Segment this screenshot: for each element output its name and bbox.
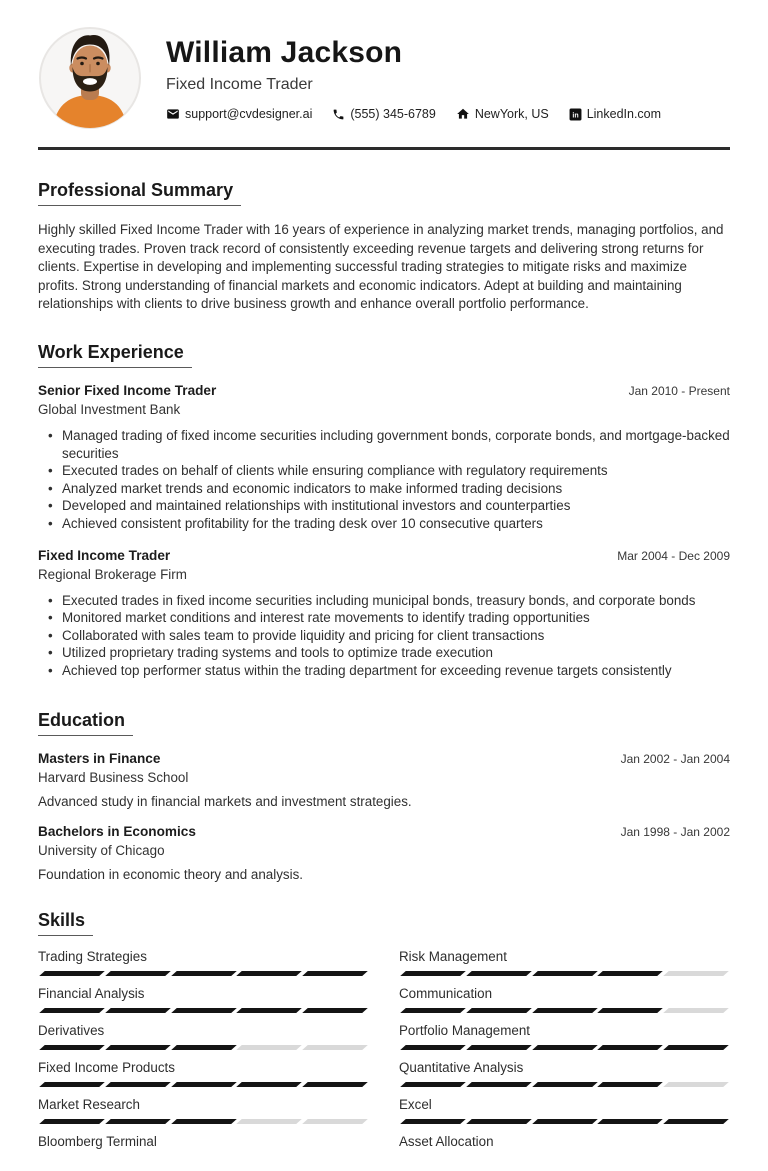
degree-header [38,824,730,839]
skill-row [38,1023,369,1050]
skill-bar [399,1008,730,1013]
job-company: Global Investment Bank [38,401,181,417]
skill-segment-filled [532,1082,597,1087]
skill-row [399,1134,730,1161]
skill-segment-empty [237,1119,302,1124]
skill-segment-filled [39,971,104,976]
skill-row [399,1060,730,1087]
skill-segment-filled [302,1008,367,1013]
skill-label: Quantitative Analysis [399,1059,524,1075]
person-job-title: Fixed Income Trader [166,76,313,93]
skill-bar [38,1082,369,1087]
skill-segment-filled [598,1045,663,1050]
skill-bar [399,1156,730,1161]
skill-label: Communication [399,985,493,1001]
contact-phone[interactable] [332,107,435,121]
skill-segment-filled [39,1082,104,1087]
education-heading: Education [38,710,133,736]
experience-section [38,342,730,680]
job-title: Senior Fixed Income Trader [38,382,217,398]
skill-segment-filled [663,1119,728,1124]
contact-email[interactable] [166,107,312,121]
skill-label: Market Research [38,1096,140,1112]
skill-bar [399,1082,730,1087]
job-company: Regional Brokerage Firm [38,566,187,582]
bullet-item: • Monitored market conditions and interest rate movements to identify trading opportunities [38,609,730,627]
skill-segment-filled [466,1008,531,1013]
skills-grid [38,949,730,1171]
skill-row [399,986,730,1013]
skills-heading: Skills [38,910,93,936]
skill-bar [38,971,369,976]
skill-row [399,949,730,976]
skill-segment-filled [105,1082,170,1087]
degree-title: Masters in Finance [38,750,161,766]
skill-segment-filled [237,1082,302,1087]
skill-segment-filled [171,1082,236,1087]
degree-title: Bachelors in Economics [38,823,196,839]
person-name: William Jackson [166,36,403,69]
skill-label: Derivatives [38,1022,105,1038]
svg-text:in: in [572,111,579,119]
skill-label: Bloomberg Terminal [38,1133,157,1149]
skill-bar [399,1119,730,1124]
skill-segment-empty [663,1008,728,1013]
skill-segment-filled [400,1045,465,1050]
skill-label: Financial Analysis [38,985,145,1001]
skill-segment-filled [39,1119,104,1124]
skill-segment-filled [466,971,531,976]
header [38,26,730,130]
job-title: Fixed Income Trader [38,547,171,563]
skill-row [38,1097,369,1124]
email-icon [166,107,180,121]
education-section [38,710,730,882]
skill-label: Trading Strategies [38,948,147,964]
skill-bar [38,1119,369,1124]
skill-segment-filled [105,1008,170,1013]
skill-segment-filled [237,971,302,976]
skill-segment-filled [532,1119,597,1124]
skill-segment-filled [400,1082,465,1087]
job-header [38,548,730,563]
skill-segment-filled [532,971,597,976]
skill-segment-empty [302,1119,367,1124]
skill-segment-filled [171,1008,236,1013]
skill-segment-filled [39,1045,104,1050]
bullet-item: • Analyzed market trends and economic indicators to make informed trading decisions [38,480,730,498]
summary-text: Highly skilled Fixed Income Trader with 16 years of experience in analyzing market trends, managing portfolios, and executing trades. Proven track record of consistently exceeding revenue targets and delivering strong returns for clients. Expertise in developing and implementing successful trading strategies to mitigate risks and maximize profits. Strong understanding of financial markets and economic indicators. Adept at building and maintaining relationships with clients to drive business growth and enhance overall portfolio performance. [38,222,724,312]
skill-label: Excel [399,1096,432,1112]
skill-segment-filled [466,1082,531,1087]
skill-segment-filled [663,1045,728,1050]
skill-segment-filled [400,971,465,976]
skill-segment-filled [105,971,170,976]
summary-section [38,180,730,314]
skill-label: Asset Allocation [399,1133,494,1149]
skill-segment-filled [400,1008,465,1013]
degree-entry [38,751,730,809]
degree-dates: Jan 2002 - Jan 2004 [620,751,730,766]
contact-row [166,107,661,121]
skill-segment-empty [663,971,728,976]
skill-bar [399,971,730,976]
skill-segment-filled [400,1119,465,1124]
degree-school: Harvard Business School [38,769,189,785]
skill-segment-filled [171,971,236,976]
degree-description: Advanced study in financial markets and investment strategies. [38,793,412,809]
skill-segment-empty [237,1045,302,1050]
skill-bar [38,1045,369,1050]
skill-row [38,986,369,1013]
skill-row [38,949,369,976]
skill-row [38,1134,369,1161]
skill-label: Risk Management [399,948,507,964]
bullet-item: • Managed trading of fixed income securities including government bonds, corporate bonds, and mortgage-backed securities [38,427,730,462]
bullet-item: • Achieved top performer status within the trading department for exceeding revenue targets consistently [38,662,730,680]
skill-bar [399,1045,730,1050]
degree-school: University of Chicago [38,842,165,858]
job-entry [38,548,730,680]
bullet-item: • Achieved consistent profitability for the trading desk over 10 consecutive quarters [38,515,730,533]
linkedin-icon [569,108,582,121]
bullet-item: • Utilized proprietary trading systems and tools to optimize trade execution [38,644,730,662]
contact-linkedin[interactable] [569,107,661,121]
skill-segment-filled [598,1008,663,1013]
job-entry [38,383,730,533]
bullet-item: • Collaborated with sales team to provide liquidity and pricing for client transactions [38,627,730,645]
skill-segment-empty [302,1045,367,1050]
skill-row [399,1023,730,1050]
bullet-item: • Executed trades in fixed income securities including municipal bonds, treasury bonds, and corporate bonds [38,592,730,610]
avatar-illustration [38,26,142,130]
job-dates: Jan 2010 - Present [628,383,730,398]
contact-linkedin-text: LinkedIn.com [586,107,662,121]
contact-email-text: support@cvdesigner.ai [185,107,313,121]
degree-description: Foundation in economic theory and analysis. [38,866,303,882]
degree-dates: Jan 1998 - Jan 2002 [620,824,730,839]
skill-segment-filled [466,1045,531,1050]
phone-icon [332,108,345,121]
skill-label: Portfolio Management [399,1022,531,1038]
skill-segment-empty [663,1082,728,1087]
skill-segment-filled [105,1119,170,1124]
skill-segment-filled [302,1082,367,1087]
contact-phone-text: (555) 345-6789 [350,107,436,121]
skill-segment-filled [598,1082,663,1087]
skill-segment-filled [532,1008,597,1013]
job-header [38,383,730,398]
job-bullets [38,592,730,680]
bullet-item: • Executed trades on behalf of clients while ensuring compliance with regulatory requirements [38,462,730,480]
contact-location[interactable] [456,107,549,121]
skill-segment-filled [598,971,663,976]
degree-header [38,751,730,766]
job-bullets [38,427,730,533]
skill-segment-filled [237,1008,302,1013]
skill-segment-filled [302,971,367,976]
skill-segment-filled [171,1119,236,1124]
job-dates: Mar 2004 - Dec 2009 [617,548,730,563]
skill-segment-filled [466,1119,531,1124]
skill-row [399,1097,730,1124]
skill-segment-filled [598,1119,663,1124]
degree-entry [38,824,730,882]
skill-segment-filled [105,1045,170,1050]
skill-row [38,1060,369,1087]
summary-heading: Professional Summary [38,180,241,206]
bullet-item: • Developed and maintained relationships with institutional investors and counterparties [38,497,730,515]
skill-bar [38,1008,369,1013]
header-divider [38,147,730,150]
avatar [38,26,142,130]
skill-segment-filled [171,1045,236,1050]
skill-segment-filled [532,1045,597,1050]
skill-segment-filled [39,1008,104,1013]
home-icon [456,107,470,121]
contact-location-text: NewYork, US [474,107,549,121]
skill-bar [38,1156,369,1161]
skills-section [38,910,730,1171]
skill-label: Fixed Income Products [38,1059,175,1075]
header-text [166,26,661,121]
skills-column-left [38,949,369,1171]
experience-heading: Work Experience [38,342,192,368]
skills-column-right [399,949,730,1171]
